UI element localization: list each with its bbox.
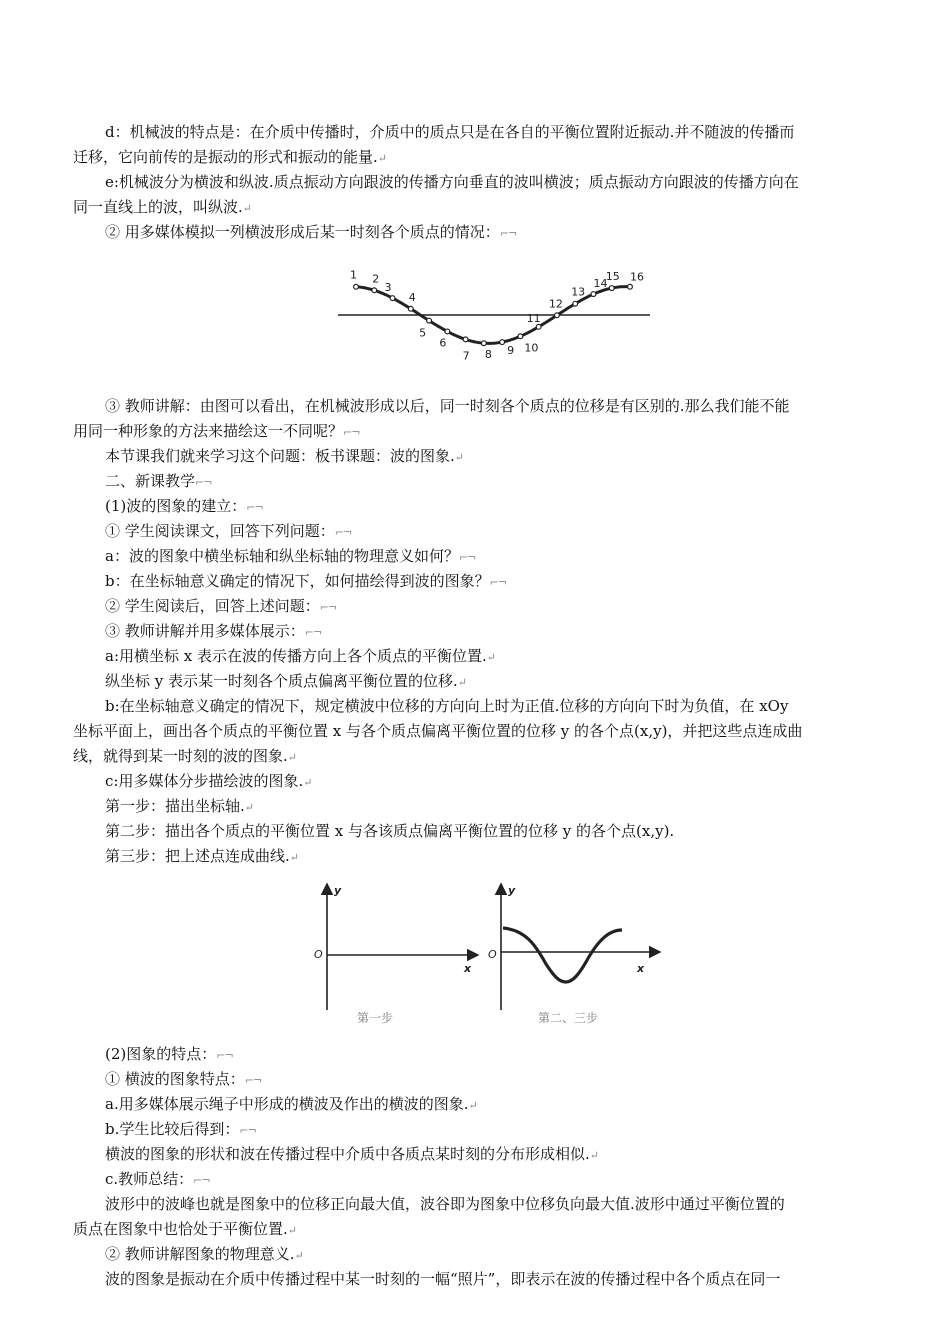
particle-label: 8: [484, 348, 492, 362]
step-two-three-panel: [488, 884, 660, 1025]
particle-label: 3: [384, 281, 392, 295]
text-line: ③ 教师讲解：由图可以看出，在机械波形成以后，同一时刻各个质点的位移是有区别的.那么我们能不能: [105, 397, 790, 415]
text-line: 线，就得到某一时刻的波的图象.↵: [73, 747, 296, 765]
text-line: 第二步：描出各个质点的平衡位置 x 与各该质点偏离平衡位置的位移 y 的各个点(x,y).: [105, 822, 675, 840]
particle-point: [445, 329, 450, 334]
text-line: 第一步：描出坐标轴.↵: [105, 797, 253, 815]
particle-label: 16: [630, 270, 644, 284]
text-line: c:用多媒体分步描绘波的图象.↵: [105, 772, 312, 790]
text-line: 第三步：把上述点连成曲线.↵: [105, 847, 298, 865]
particle-point: [427, 318, 432, 323]
particle-point: [372, 288, 377, 293]
text-line: e:机械波分为横波和纵波.质点振动方向跟波的传播方向垂直的波叫横波；质点振动方向跟波的传播方向在: [105, 173, 799, 191]
text-line: (1)波的图象的建立：⌐¬: [105, 497, 263, 515]
particle-label: 14: [593, 277, 608, 291]
text-line: 坐标平面上，画出各个质点的平衡位置 x 与各个质点偏离平衡位置的位移 y 的各个点(x,y)，并把这些点连成曲: [73, 722, 803, 740]
particle-label: 5: [419, 326, 427, 340]
step-one-caption: 第一步: [357, 1011, 394, 1025]
particle-point: [390, 296, 395, 301]
text-line: 同一直线上的波，叫纵波.↵: [73, 198, 251, 216]
text-line: 本节课我们就来学习这个问题：板书课题：波的图象.↵: [105, 447, 463, 465]
particle-point: [628, 284, 633, 289]
text-line: d：机械波的特点是：在介质中传播时，介质中的质点只是在各自的平衡位置附近振动.并不随波的传播而: [105, 123, 795, 141]
text-line: ② 教师讲解图象的物理意义.↵: [105, 1245, 303, 1263]
text-line: (2)图象的特点：⌐¬: [105, 1045, 233, 1063]
particle-label: 15: [605, 270, 620, 284]
particle-point: [408, 306, 413, 311]
particle-label: 1: [350, 268, 357, 282]
transverse-wave-figure: [330, 255, 660, 375]
origin-label: O: [314, 948, 323, 961]
particle-label: 2: [372, 272, 380, 286]
origin-label: O: [488, 948, 497, 961]
wave-curve: [503, 928, 622, 982]
y-axis-label: y: [508, 884, 516, 897]
step-two-three-caption: 第二、三步: [538, 1011, 599, 1025]
text-line: ② 用多媒体模拟一列横波形成后某一时刻各个质点的情况：⌐¬: [105, 223, 517, 241]
particle-point: [573, 301, 578, 306]
text-line: b.学生比较后得到：⌐¬: [105, 1120, 256, 1138]
particle-label: 11: [526, 311, 541, 325]
particle-point: [555, 313, 560, 318]
particle-point: [481, 341, 486, 346]
particle-point: [536, 324, 541, 329]
section-heading: 二、新课教学⌐¬: [105, 472, 212, 490]
text-line: 横波的图象的形状和波在传播过程中介质中各质点某时刻的分布形成相似.↵: [105, 1145, 598, 1163]
x-axis-label: x: [637, 962, 645, 975]
wave-graph-steps-figure: [310, 878, 670, 1033]
text-line: c.教师总结：⌐¬: [105, 1170, 210, 1188]
text-line: ① 横波的图象特点：⌐¬: [105, 1070, 262, 1088]
particle-label: 4: [408, 290, 416, 304]
particle-label: 13: [571, 285, 586, 299]
particle-label: 10: [524, 341, 539, 355]
particle-label: 12: [548, 297, 563, 311]
text-line: 波形中的波峰也就是图象中的位移正向最大值，波谷即为图象中位移负向最大值.波形中通过平衡位置的: [105, 1195, 785, 1213]
text-line: 质点在图象中也恰处于平衡位置.↵: [73, 1220, 296, 1238]
text-line: ① 学生阅读课文，回答下列问题：⌐¬: [105, 522, 352, 540]
y-axis-label: y: [334, 884, 342, 897]
text-line: b：在坐标轴意义确定的情况下，如何描绘得到波的图象？⌐¬: [105, 572, 507, 590]
text-line: a:用横坐标 x 表示在波的传播方向上各个质点的平衡位置.↵: [105, 647, 495, 665]
text-line: a：波的图象中横坐标轴和纵坐标轴的物理意义如何？⌐¬: [105, 547, 476, 565]
particle-point: [609, 286, 614, 291]
step-one-panel: [314, 884, 478, 1025]
text-line: ③ 教师讲解并用多媒体展示：⌐¬: [105, 622, 322, 640]
particle-point: [500, 340, 505, 345]
particle-label: 7: [462, 349, 470, 363]
particle-label: 6: [439, 336, 447, 350]
text-line: 纵坐标 y 表示某一时刻各个质点偏离平衡位置的位移.↵: [105, 672, 466, 690]
particle-point: [463, 337, 468, 342]
text-line: 波的图象是振动在介质中传播过程中某一时刻的一幅“照片”，即表示在波的传播过程中各个质点在同一: [105, 1270, 781, 1288]
text-line: ② 学生阅读后，回答上述问题：⌐¬: [105, 597, 337, 615]
text-line: b:在坐标轴意义确定的情况下，规定横波中位移的方向向上时为正值.位移的方向向下时为负值，在 xOy: [105, 697, 789, 715]
text-line: a.用多媒体展示绳子中形成的横波及作出的横波的图象.↵: [105, 1095, 477, 1113]
text-line: 迁移，它向前传的是振动的形式和振动的能量.↵: [73, 148, 386, 166]
particle-point: [591, 292, 596, 297]
x-axis-label: x: [464, 962, 472, 975]
particle-label: 9: [507, 344, 515, 358]
particle-point: [518, 334, 523, 339]
particle-point: [354, 284, 359, 289]
text-line: 用同一种形象的方法来描绘这一不同呢？⌐¬: [73, 422, 360, 440]
